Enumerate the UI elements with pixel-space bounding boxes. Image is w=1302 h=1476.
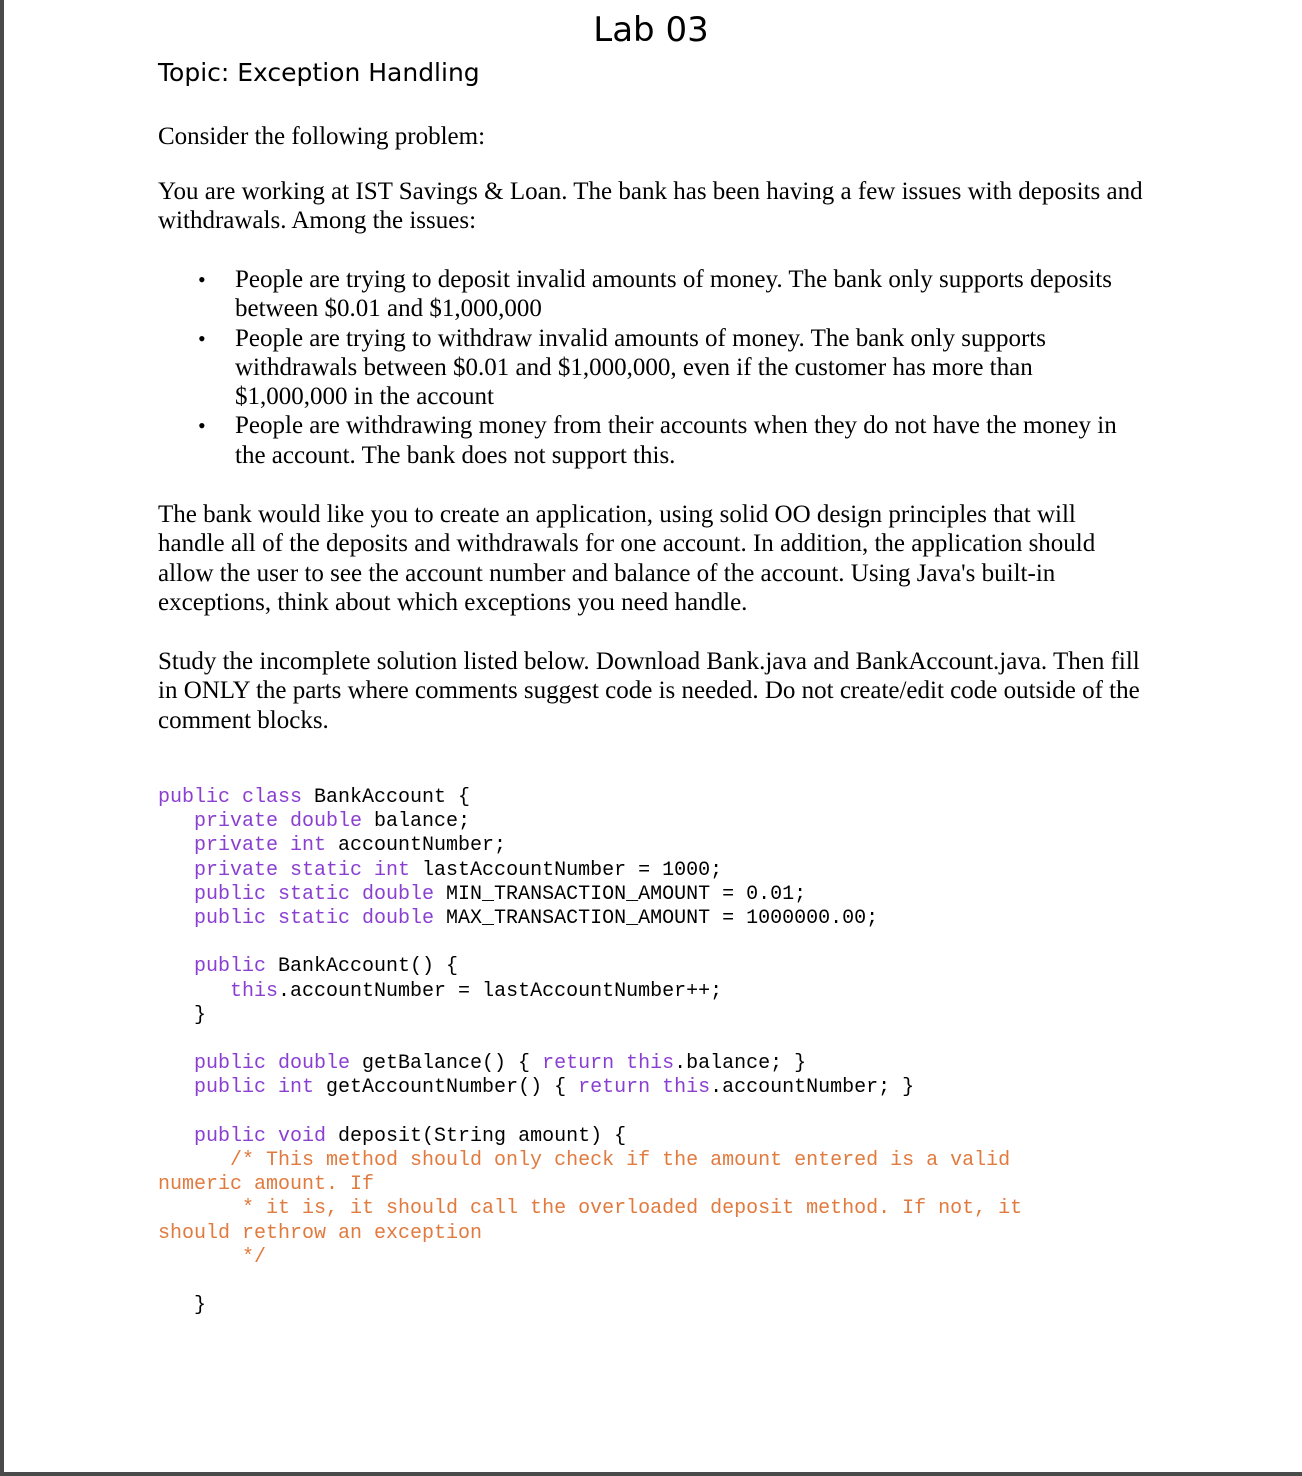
instructions-paragraph: Study the incomplete solution listed below. Download Bank.java and BankAccount.java. Then fill in ONLY the parts where comments suggest code is needed. Do not create/edit code outside of the comment blocks.	[158, 648, 1140, 734]
code-line: }	[158, 1003, 207, 1027]
code-line: public int getAccountNumber() { return this.accountNumber; }	[158, 1076, 915, 1100]
code-line: public static double MAX_TRANSACTION_AMOUNT = 1000000.00;	[158, 907, 879, 931]
code-line: public static double MIN_TRANSACTION_AMOUNT = 0.01;	[158, 882, 807, 906]
list-item	[158, 265, 1148, 324]
code-listing	[158, 786, 1278, 1318]
bullet-icon: •	[198, 413, 206, 439]
code-line: private static int lastAccountNumber = 1000;	[158, 858, 723, 882]
page-left-edge	[0, 0, 4, 1476]
request-paragraph: The bank would like you to create an application, using solid OO design principles that will handle all of the deposits and withdrawals for one account. In addition, the application should allow the user to see the account number and balance of the account. Using Java's built-in exceptions, think about which exceptions you need handle.	[158, 501, 1096, 616]
code-line: public double getBalance() { return this.balance; }	[158, 1052, 807, 1076]
code-line: private int accountNumber;	[158, 834, 507, 858]
list-item	[158, 324, 1148, 412]
intro-paragraph: Consider the following problem:	[158, 123, 486, 150]
context-paragraph: You are working at IST Savings & Loan. The bank has been having a few issues with deposits and withdrawals. Among the issues:	[158, 178, 1143, 235]
code-comment-line: */	[158, 1245, 267, 1269]
list-item	[158, 411, 1148, 470]
issues-list	[158, 265, 1148, 470]
topic-heading: Topic: Exception Handling	[158, 58, 480, 87]
code-comment-line: /* This method should only check if the amount entered is a valid	[158, 1149, 1011, 1173]
code-line: this.accountNumber = lastAccountNumber++;	[158, 979, 723, 1003]
code-line: public BankAccount() {	[158, 955, 459, 979]
code-comment-line: should rethrow an exception	[158, 1221, 483, 1245]
code-line: }	[158, 1294, 207, 1318]
code-line: public void deposit(String amount) {	[158, 1124, 627, 1148]
bullet-icon: •	[198, 267, 206, 292]
code-line: private double balance;	[158, 810, 471, 834]
code-line: public class BankAccount {	[158, 786, 471, 809]
code-comment-line: numeric amount. If	[158, 1173, 375, 1197]
page-title: Lab 03	[593, 10, 709, 50]
issue-text: People are withdrawing money from their accounts when they do not have the money in the account. The bank does not support this.	[235, 412, 1117, 469]
issue-text: People are trying to deposit invalid amounts of money. The bank only supports deposits between $0.01 and $1,000,000	[235, 266, 1112, 323]
bullet-icon: •	[198, 325, 206, 351]
code-comment-line: * it is, it should call the overloaded deposit method. If not, it	[158, 1197, 1023, 1221]
page-bottom-edge	[0, 1472, 1302, 1476]
issue-text: People are trying to withdraw invalid amounts of money. The bank only supports withdrawals between $0.01 and $1,000,000, even if the customer has more than $1,000,000 in the account	[235, 324, 1046, 411]
